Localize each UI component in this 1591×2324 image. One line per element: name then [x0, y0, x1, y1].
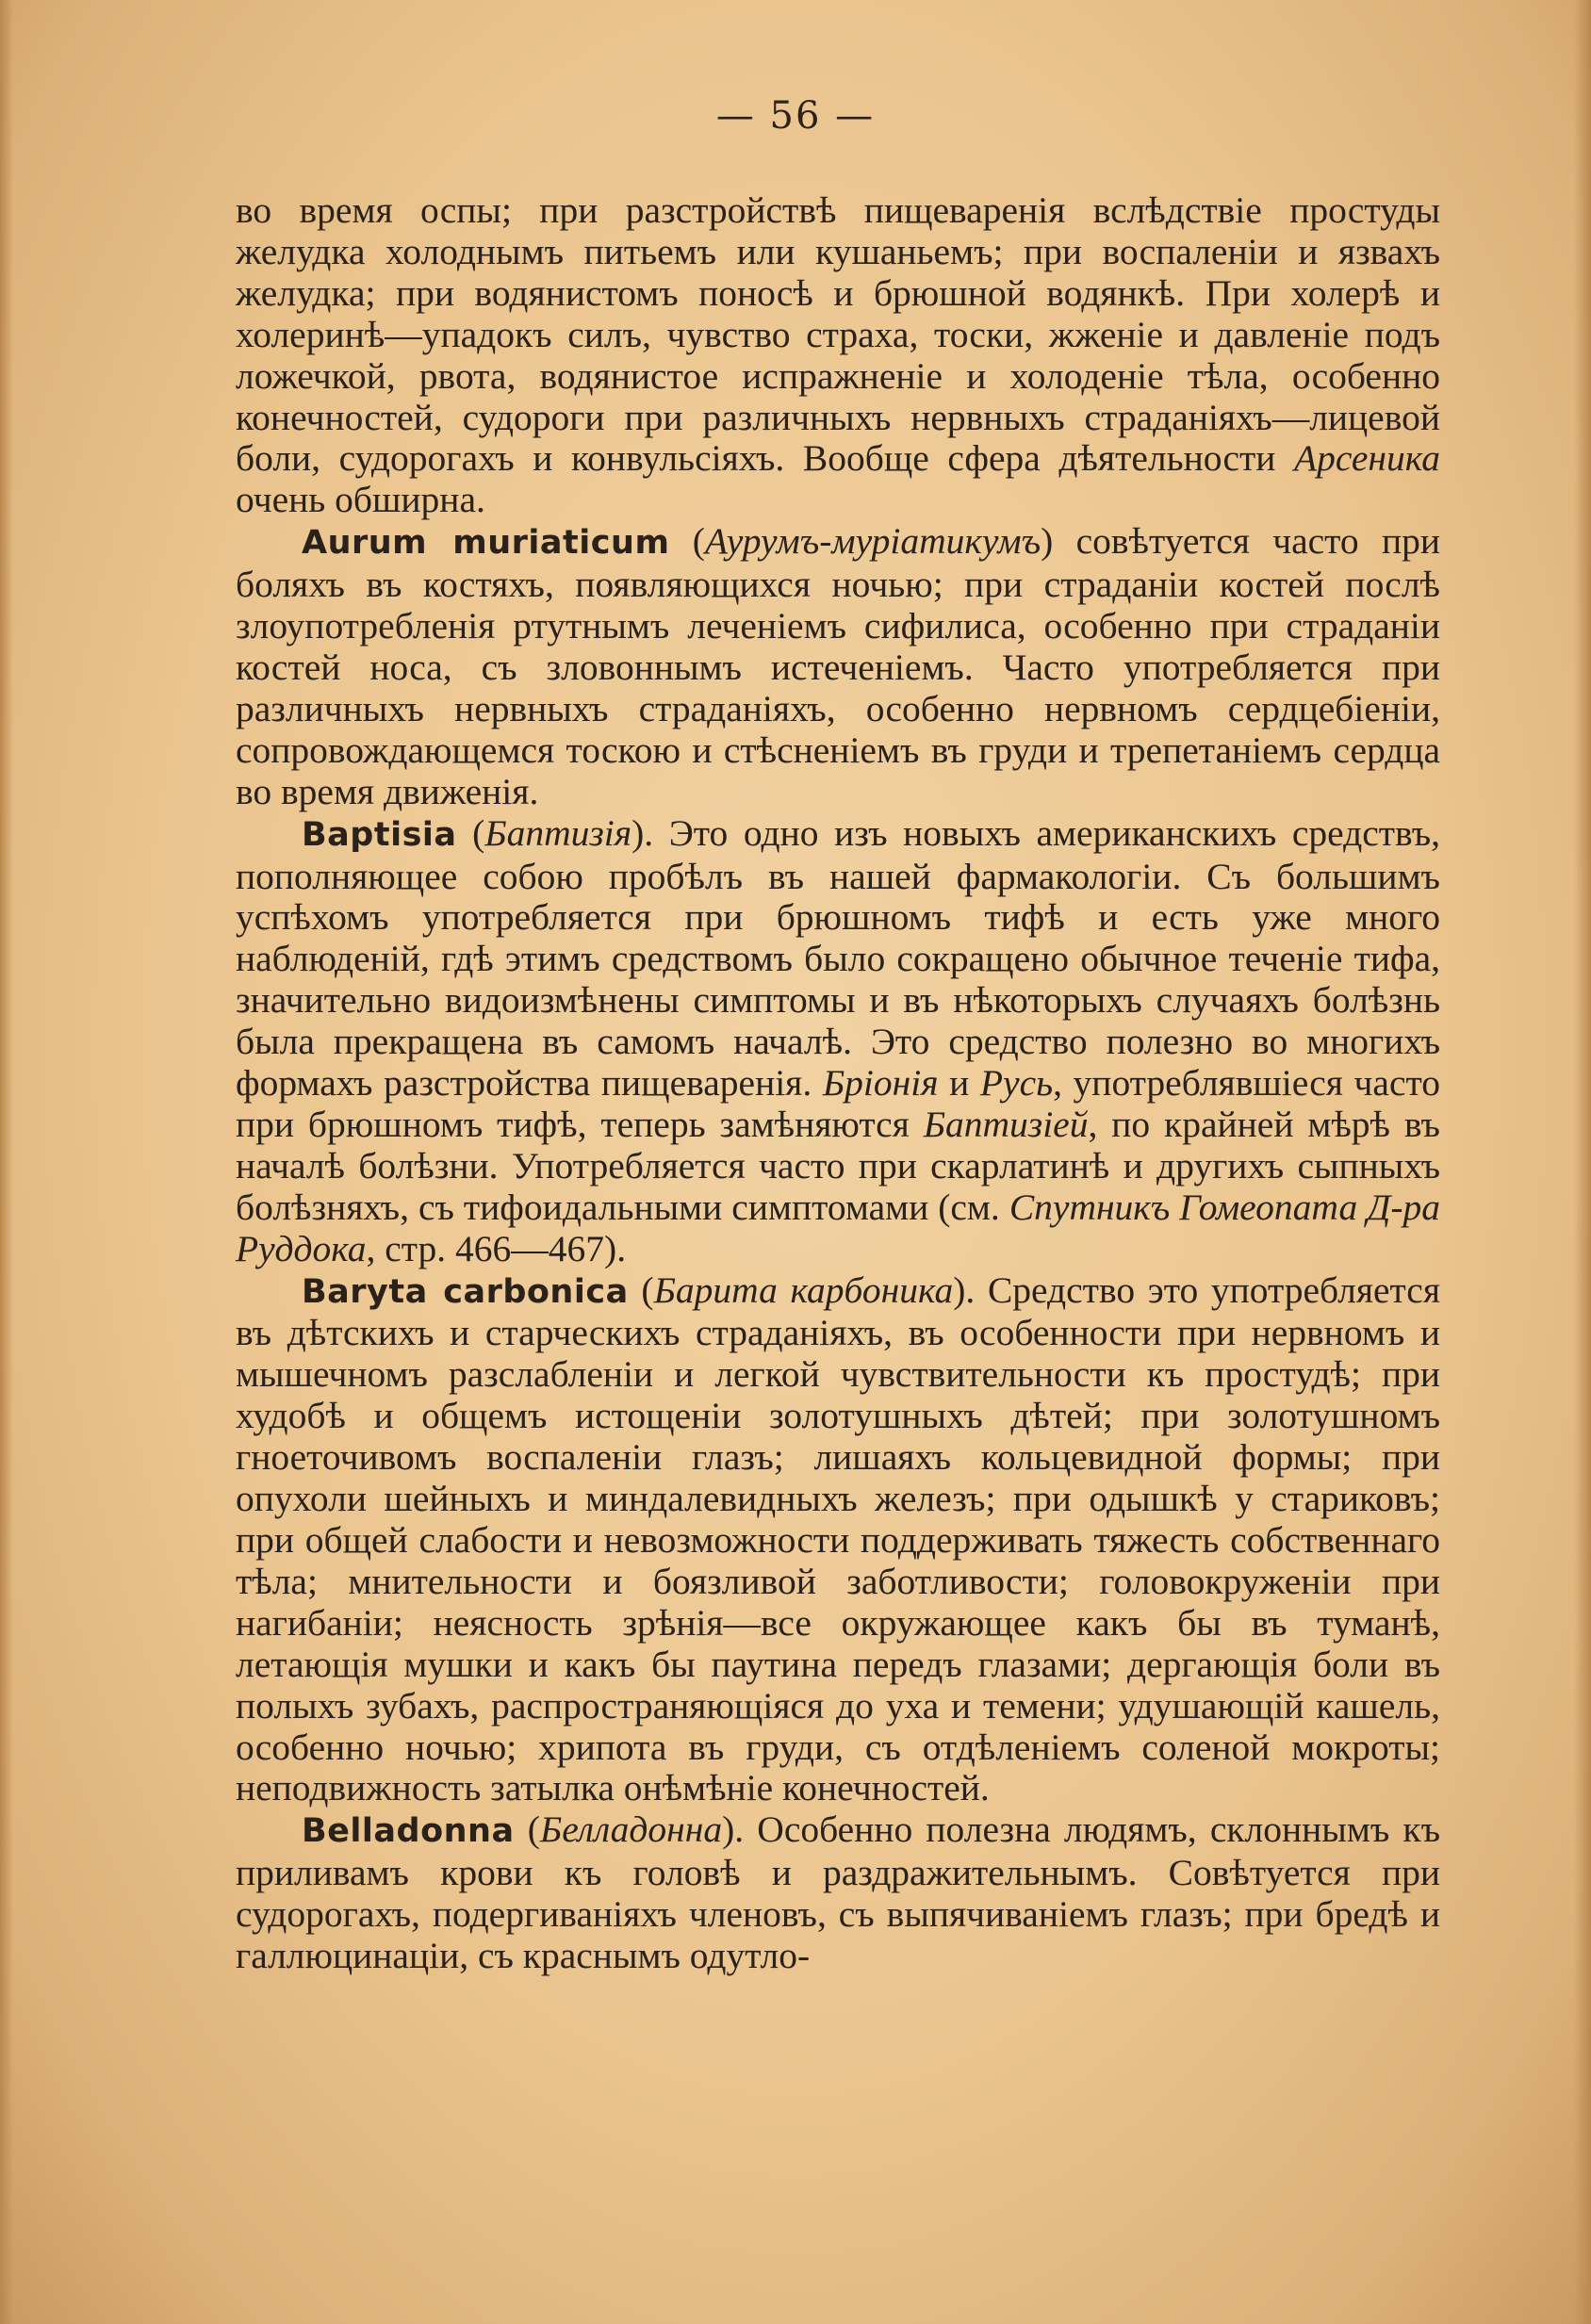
paragraph-text: очень обширна. [236, 479, 485, 521]
remedy-name-russian: Арсеника [1293, 437, 1440, 480]
remedy-name-latin: Belladonna [302, 1812, 515, 1851]
paragraph-text: , стр. 466—467). [366, 1227, 627, 1269]
remedy-name-latin: Baryta carbonica [302, 1272, 629, 1311]
page-edge-shadow-right [1574, 0, 1591, 2324]
remedy-name-latin: Aurum muriaticum [302, 524, 670, 563]
remedy-name-russian: Русь [979, 1062, 1054, 1105]
page-text [236, 190, 1440, 1977]
remedy-name-russian: Баптизія [484, 811, 632, 854]
paragraph-baptisia: Baptisia (Баптизія). Это одно изъ новыхъ американскихъ средствъ, пополняющее собою пробѣлъ въ нашей фармакологіи. Съ большимъ успѣхомъ употребляется при брюшномъ тифѣ и есть уже много наблюденій, гдѣ этимъ средствомъ было сокращено обычное теченіе тифа, значительно видоизмѣнены симптомы и въ нѣкоторыхъ случаяхъ болѣзнь была прекращена въ самомъ началѣ. Это средство полезно во многихъ формахъ разстройства пищеваренія. Бріонія и Русь, употреблявшіеся часто при брюшномъ тифѣ, теперь замѣняются Баптизіей, по крайней мѣрѣ въ началѣ болѣзни. Употребляется часто при скарлатинѣ и другихъ сыпныхъ болѣзняхъ, съ тифоидальными симптомами (см. Спутникъ Гомеопата Д-ра Руддока, стр. 466—467). [236, 811, 1440, 1269]
paragraph-text: Особенно полезна людямъ, склоннымъ къ приливамъ крови къ головѣ и раздражительнымъ. Совѣтуется при судорогахъ, подергиваніяхъ членовъ, съ выпячиваніемъ глазъ; при бредѣ и галлюцинаціи, съ краснымъ одутло- [236, 1808, 1441, 1977]
paragraph-text: , употреблявшіеся часто при брюшномъ тифѣ, теперь замѣняются [236, 1062, 1440, 1145]
page-number: — 56 — [715, 94, 876, 138]
remedy-name-russian: Аурумъ-муріатикумъ [704, 520, 1042, 563]
paragraph-baryta-carbonica: Baryta carbonica (Барита карбоника). Средство это употребляется въ дѣтскихъ и старческихъ страданіяхъ, въ особенности при нервномъ и мышечномъ разслабленіи и легкой чувствительности къ простудѣ; при худобѣ и общемъ истощеніи золотушныхъ дѣтей; при золотушномъ гноеточивомъ воспаленіи глазъ; лишаяхъ кольцевидной формы; при опухоли шейныхъ и миндалевидныхъ железъ; при одышкѣ у стариковъ; при общей слабости и невозможности поддерживать тяжесть собственнаго тѣла; мнительности и боязливой заботливости; головокруженіи при нагибаніи; неясность зрѣнія—все окружающее какъ бы въ туманѣ, летающія мушки и какъ бы паутина передъ глазами; дергающія боли въ полыхъ зубахъ, распространяющіяся до уха и темени; удушающій кашель, особенно ночью; хрипота въ груди, съ отдѣленіемъ соленой мокроты; неподвижность затылка онѣмѣніе конечностей. [236, 1268, 1440, 1809]
remedy-name-russian: Баптизіей [923, 1103, 1089, 1145]
remedy-name-russian: Барита карбоника [653, 1268, 954, 1311]
paragraph-text: совѣтуется часто при боляхъ въ костяхъ, появляющихся ночью; при страданіи костей послѣ злоупотребленія ртутнымъ леченіемъ сифилиса, особенно при страданіи костей носа, съ зловоннымъ истеченіемъ. Часто употребляется при различныхъ нервныхъ страданіяхъ, особенно нервномъ сердцебіеніи, сопровождающемся тоскою и стѣсненіемъ въ груди и трепетаніемъ сердца во время движенія. [236, 520, 1441, 812]
paragraph-text: во время оспы; при разстройствѣ пищеваренія вслѣдствіе простуды желудка холоднымъ питьемъ или кушаньемъ; при воспаленіи и язвахъ желудка; при водянистомъ поносѣ и брюшной водянкѣ. При холерѣ и холеринѣ—упадокъ силъ, чувство страха, тоски, жженіе и давленіе подъ ложечкой, рвота, водянистое испражненіе и холоденіе тѣла, особенно конечностей, судороги при различныхъ нервныхъ страданіяхъ—лицевой боли, судорогахъ и конвульсіяхъ. Вообще сфера дѣятельности [236, 189, 1440, 480]
remedy-name-latin: Baptisia [302, 815, 457, 854]
book-reference: Спутникъ Гомеопата Д-ра Руддока [236, 1186, 1440, 1269]
page-edge-shadow-left [0, 0, 13, 2324]
paragraph-text: Это одно изъ новыхъ американскихъ средствъ, пополняющее собою пробѣлъ въ нашей фармакологіи. Съ большимъ успѣхомъ употребляется при брюшномъ тифѣ и есть уже много наблюденій, гдѣ этимъ средствомъ было сокращено обычное теченіе тифа, значительно видоизмѣнены симптомы и въ нѣкоторыхъ случаяхъ болѣзнь была прекращена въ самомъ началѣ. Это средство полезно во многихъ формахъ разстройства пищеваренія. [236, 811, 1440, 1105]
paragraph-arsenicum-continuation [236, 190, 1440, 521]
paragraph-text: , по крайней мѣрѣ въ началѣ болѣзни. Употребляется часто при скарлатинѣ и другихъ сыпныхъ болѣзняхъ, съ тифоидальными симптомами (см. [236, 1103, 1440, 1228]
remedy-name-russian: Бріонія [822, 1062, 939, 1105]
paragraph-text: Средство это употребляется въ дѣтскихъ и старческихъ страданіяхъ, въ особенности при нервномъ и мышечномъ разслабленіи и легкой чувствительности къ простудѣ; при худобѣ и общемъ истощеніи золотушныхъ дѣтей; при золотушномъ гноеточивомъ воспаленіи глазъ; лишаяхъ кольцевидной формы; при опухоли шейныхъ и миндалевидныхъ железъ; при одышкѣ у стариковъ; при общей слабости и невозможности поддерживать тяжесть собственнаго тѣла; мнительности и боязливой заботливости; головокруженіи при нагибаніи; неясность зрѣнія—все окружающее какъ бы въ туманѣ, летающія мушки и какъ бы паутина передъ глазами; дергающія боли въ полыхъ зубахъ, распространяющіяся до уха и темени; удушающій кашель, особенно ночью; хрипота въ груди, съ отдѣленіемъ соленой мокроты; неподвижность затылка онѣмѣніе конечностей. [236, 1268, 1440, 1809]
paragraph-aurum-muriaticum: Aurum muriaticum (Аурумъ-муріатикумъ) совѣтуется часто при боляхъ въ костяхъ, появляющихся ночью; при страданіи костей послѣ злоупотребленія ртутнымъ леченіемъ сифилиса, особенно при страданіи костей носа, съ зловоннымъ истеченіемъ. Часто употребляется при различныхъ нервныхъ страданіяхъ, особенно нервномъ сердцебіеніи, сопровождающемся тоскою и стѣсненіемъ въ груди и трепетаніемъ сердца во время движенія. [236, 520, 1441, 812]
remedy-name-russian: Белладонна [539, 1808, 723, 1851]
paragraph-belladonna: Belladonna (Белладонна). Особенно полезна людямъ, склоннымъ къ приливамъ крови къ головѣ и раздражительнымъ. Совѣтуется при судорогахъ, подергиваніяхъ членовъ, съ выпячиваніемъ глазъ; при бредѣ и галлюцинаціи, съ краснымъ одутло- [236, 1808, 1441, 1977]
